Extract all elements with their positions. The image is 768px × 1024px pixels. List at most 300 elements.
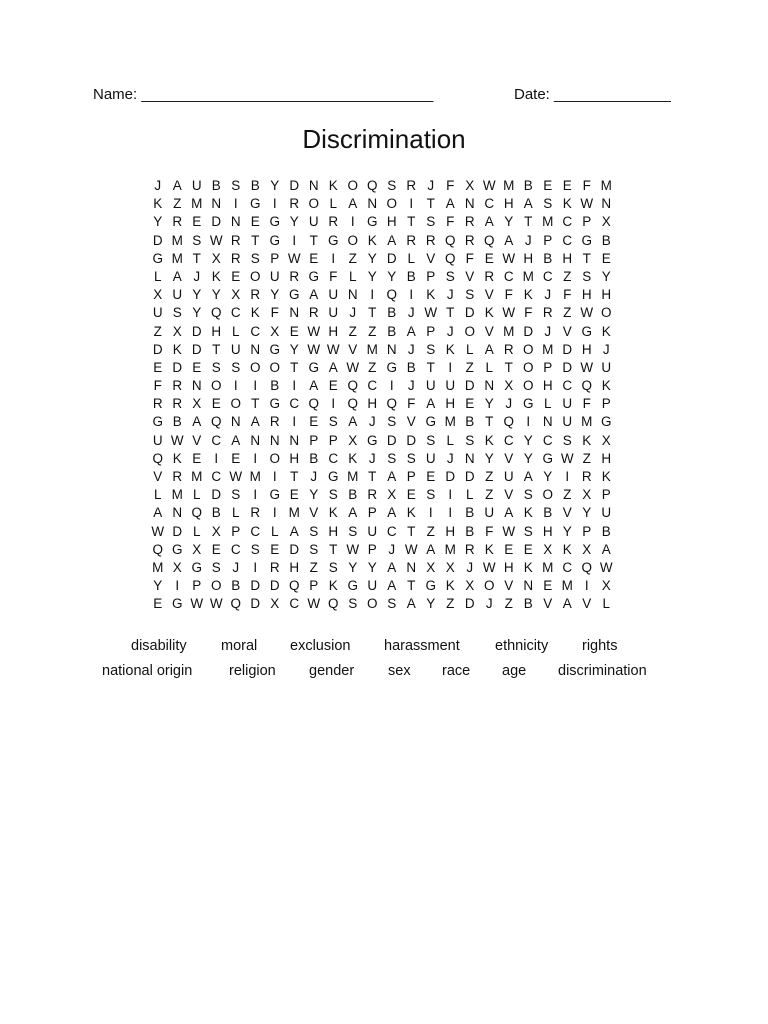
grid-letter: I (448, 359, 453, 375)
grid-letter: E (504, 541, 514, 557)
grid-letter: B (211, 178, 221, 193)
grid-letter: Y (192, 305, 202, 321)
grid-letter: D (211, 214, 222, 230)
grid-letter: J (544, 323, 552, 339)
grid-letter: Q (288, 578, 300, 594)
grid-letter: V (504, 487, 514, 503)
grid-letter: G (327, 232, 339, 248)
grid-letter: B (270, 378, 280, 394)
grid-letter: K (328, 505, 338, 521)
grid-letter: X (582, 541, 592, 557)
grid-row (148, 341, 616, 359)
grid-letter: N (211, 196, 222, 212)
grid-letter: D (152, 232, 163, 248)
grid-letter: C (250, 323, 261, 339)
grid-letter: G (171, 596, 183, 612)
grid-letter: U (230, 341, 241, 357)
grid-letter: G (425, 578, 436, 594)
grid-letter: L (465, 487, 474, 503)
grid-letter: C (562, 559, 573, 575)
grid-letter: I (292, 414, 297, 430)
grid-letter: W (190, 596, 204, 612)
grid-letter: L (270, 523, 279, 539)
grid-letter: H (542, 523, 553, 539)
grid-row (148, 541, 616, 559)
grid-letter: O (249, 268, 261, 284)
grid-letter: W (482, 178, 496, 193)
grid-letter: A (153, 505, 163, 521)
grid-letter: V (192, 432, 202, 448)
grid-letter: O (522, 359, 534, 375)
grid-letter: A (172, 178, 182, 193)
word-bank-item: exclusion (290, 638, 351, 654)
grid-letter: D (289, 178, 300, 193)
grid-letter: A (172, 268, 182, 284)
grid-letter: I (233, 196, 238, 212)
grid-letter: Q (308, 396, 319, 412)
grid-letter: A (348, 505, 358, 521)
grid-letter: A (523, 196, 533, 212)
grid-letter: I (253, 487, 258, 503)
grid-letter: S (582, 268, 592, 284)
grid-letter: K (328, 578, 338, 594)
grid-letter: R (503, 341, 514, 357)
grid-letter: E (231, 450, 241, 466)
grid-letter: U (191, 178, 202, 193)
grid-letter: S (387, 414, 397, 430)
word-bank-row-1 (0, 638, 768, 658)
grid-letter: G (269, 396, 280, 412)
grid-letter: W (229, 469, 243, 484)
grid-letter: Y (289, 214, 299, 230)
grid-letter: M (503, 323, 515, 339)
grid-letter: L (407, 250, 415, 266)
grid-letter: R (172, 378, 183, 394)
grid-letter: O (386, 196, 397, 212)
grid-letter: J (193, 268, 201, 284)
grid-letter: P (426, 323, 436, 339)
grid-letter: G (581, 323, 592, 339)
grid-letter: N (269, 432, 280, 448)
grid-letter: K (582, 432, 592, 448)
grid-letter: T (446, 305, 455, 321)
grid-letter: A (484, 341, 494, 357)
grid-letter: Y (270, 178, 280, 193)
grid-letter: B (465, 414, 475, 430)
grid-letter: K (484, 432, 494, 448)
grid-letter: E (211, 541, 221, 557)
grid-letter: D (250, 578, 261, 594)
grid-letter: R (464, 541, 475, 557)
grid-letter: T (309, 232, 318, 248)
grid-letter: I (233, 378, 238, 394)
grid-letter: A (387, 232, 397, 248)
grid-letter: X (192, 396, 202, 412)
page-title: Discrimination (302, 124, 466, 154)
grid-letter: L (231, 323, 240, 339)
grid-letter: H (523, 250, 534, 266)
grid-letter: D (406, 432, 417, 448)
grid-letter: O (464, 323, 475, 339)
grid-letter: K (328, 178, 338, 193)
grid-letter: E (192, 450, 202, 466)
grid-letter: W (151, 523, 165, 539)
grid-letter: P (270, 250, 280, 266)
grid-letter: H (581, 341, 592, 357)
grid-row (148, 559, 616, 577)
grid-letter: K (484, 305, 494, 321)
grid-letter: Z (465, 359, 474, 375)
grid-letter: B (387, 305, 397, 321)
grid-letter: T (290, 469, 299, 484)
grid-letter: H (601, 450, 612, 466)
grid-letter: G (269, 232, 280, 248)
grid-letter: D (562, 359, 573, 375)
grid-letter: C (250, 523, 261, 539)
grid-row (148, 504, 616, 522)
grid-letter: Q (191, 505, 202, 521)
grid-letter: M (522, 268, 534, 284)
grid-letter: H (503, 196, 514, 212)
grid-letter: Y (367, 559, 377, 575)
grid-letter: I (409, 196, 414, 212)
grid-letter: L (348, 268, 357, 284)
grid-letter: M (171, 232, 183, 248)
grid-letter: D (152, 341, 163, 357)
grid-letter: O (249, 359, 261, 375)
grid-letter: V (582, 596, 592, 612)
grid-letter: R (542, 305, 553, 321)
grid-letter: F (582, 396, 591, 412)
grid-letter: H (503, 559, 514, 575)
name-field-line: Name: ___________________________________ (93, 86, 434, 103)
grid-letter: C (484, 196, 495, 212)
grid-letter: J (154, 178, 162, 193)
grid-letter: O (308, 196, 319, 212)
grid-letter: K (523, 505, 533, 521)
grid-letter: H (367, 396, 378, 412)
grid-letter: Y (484, 396, 494, 412)
grid-letter: A (348, 414, 358, 430)
grid-letter: U (269, 268, 280, 284)
grid-row (148, 523, 616, 541)
grid-letter: G (522, 396, 534, 412)
grid-letter: K (562, 196, 572, 212)
grid-letter: M (600, 178, 612, 193)
grid-letter: E (309, 250, 319, 266)
grid-letter: G (581, 232, 592, 248)
grid-letter: K (153, 196, 163, 212)
grid-letter: R (269, 559, 280, 575)
grid-letter: A (406, 323, 416, 339)
grid-row (148, 177, 616, 195)
grid-letter: H (601, 287, 612, 303)
grid-letter: D (386, 432, 397, 448)
grid-letter: Q (152, 541, 163, 557)
grid-letter: V (153, 469, 163, 484)
grid-letter: A (504, 505, 514, 521)
grid-letter: I (272, 505, 277, 521)
grid-letter: Z (173, 196, 182, 212)
grid-letter: G (542, 450, 553, 466)
grid-letter: U (308, 214, 319, 230)
grid-letter: N (172, 505, 183, 521)
grid-letter: S (465, 432, 475, 448)
grid-letter: A (231, 432, 241, 448)
grid-letter: X (426, 559, 436, 575)
grid-letter: S (387, 450, 397, 466)
grid-letter: Q (366, 178, 378, 193)
grid-letter: D (289, 541, 300, 557)
grid-letter: Z (563, 487, 572, 503)
grid-letter: F (153, 378, 162, 394)
grid-letter: B (601, 232, 611, 248)
grid-letter: B (406, 268, 416, 284)
grid-letter: Z (426, 523, 435, 539)
grid-letter: V (406, 414, 416, 430)
grid-letter: U (425, 378, 436, 394)
grid-letter: Y (543, 469, 553, 484)
grid-letter: M (444, 541, 456, 557)
grid-letter: U (152, 432, 163, 448)
grid-letter: J (446, 287, 454, 303)
grid-letter: A (289, 523, 299, 539)
grid-letter: N (250, 341, 261, 357)
grid-letter: E (309, 414, 319, 430)
grid-letter: W (599, 559, 613, 575)
grid-letter: G (600, 414, 612, 430)
grid-letter: Q (386, 287, 397, 303)
grid-letter: I (253, 450, 258, 466)
grid-letter: P (426, 268, 436, 284)
grid-letter: U (484, 505, 495, 521)
grid-letter: T (251, 232, 260, 248)
grid-letter: C (503, 432, 514, 448)
grid-letter: Y (348, 559, 358, 575)
grid-letter: M (561, 578, 573, 594)
word-bank-item: disability (131, 638, 187, 654)
grid-letter: A (348, 196, 358, 212)
grid-letter: I (331, 250, 336, 266)
grid-letter: W (209, 232, 223, 248)
grid-letter: J (368, 414, 376, 430)
grid-letter: M (152, 559, 164, 575)
grid-letter: R (406, 178, 417, 193)
grid-letter: Q (347, 378, 358, 394)
grid-letter: I (389, 378, 394, 394)
grid-letter: K (348, 450, 358, 466)
grid-letter: A (387, 505, 397, 521)
grid-letter: O (269, 450, 280, 466)
grid-letter: P (231, 523, 241, 539)
grid-letter: O (522, 378, 534, 394)
grid-letter: Z (563, 305, 572, 321)
grid-letter: S (445, 268, 455, 284)
grid-letter: T (329, 541, 338, 557)
grid-letter: D (191, 341, 202, 357)
grid-letter: Q (386, 396, 397, 412)
grid-letter: C (386, 523, 397, 539)
grid-letter: L (192, 487, 201, 503)
grid-letter: Z (309, 559, 318, 575)
grid-letter: I (331, 396, 336, 412)
grid-letter: Z (504, 596, 513, 612)
grid-letter: M (366, 341, 378, 357)
grid-letter: V (562, 505, 572, 521)
grid-letter: U (445, 378, 456, 394)
grid-letter: Y (367, 250, 377, 266)
grid-letter: R (250, 287, 261, 303)
grid-letter: G (152, 250, 163, 266)
grid-letter: K (523, 559, 533, 575)
grid-letter: P (543, 232, 553, 248)
grid-letter: W (502, 250, 516, 266)
grid-letter: Q (347, 396, 358, 412)
grid-letter: G (308, 268, 319, 284)
grid-letter: Y (601, 268, 611, 284)
grid-letter: C (328, 450, 339, 466)
grid-letter: O (210, 378, 222, 394)
word-bank-item: moral (221, 638, 258, 654)
grid-letter: M (503, 178, 515, 193)
grid-letter: G (347, 578, 358, 594)
grid-letter: B (348, 487, 358, 503)
grid-letter: K (426, 287, 436, 303)
grid-letter: M (347, 469, 359, 484)
grid-letter: E (426, 469, 436, 484)
grid-letter: F (563, 287, 572, 303)
grid-letter: N (464, 196, 475, 212)
grid-letter: B (231, 578, 241, 594)
grid-letter: R (464, 232, 475, 248)
grid-letter: S (192, 232, 202, 248)
grid-letter: R (328, 214, 339, 230)
grid-letter: H (445, 396, 456, 412)
grid-letter: H (289, 559, 300, 575)
grid-letter: A (445, 196, 455, 212)
grid-letter: O (483, 578, 495, 594)
grid-letter: J (407, 341, 415, 357)
grid-letter: P (192, 578, 202, 594)
grid-letter: B (211, 505, 221, 521)
grid-letter: H (386, 214, 397, 230)
grid-letter: F (446, 178, 455, 193)
grid-letter: U (601, 505, 612, 521)
grid-letter: J (310, 469, 318, 484)
grid-letter: X (465, 178, 475, 193)
grid-letter: S (387, 178, 397, 193)
grid-row (148, 450, 616, 468)
grid-letter: C (542, 432, 553, 448)
grid-letter: T (251, 396, 260, 412)
grid-letter: T (407, 578, 416, 594)
grid-letter: W (560, 450, 574, 466)
grid-letter: M (171, 250, 183, 266)
grid-letter: U (367, 523, 378, 539)
grid-letter: Q (483, 232, 495, 248)
grid-letter: X (192, 541, 202, 557)
grid-letter: W (580, 196, 594, 212)
grid-letter: A (484, 214, 494, 230)
grid-letter: I (272, 196, 277, 212)
grid-letter: V (426, 250, 436, 266)
grid-letter: R (152, 396, 163, 412)
grid-letter: I (370, 287, 375, 303)
grid-letter: S (328, 414, 338, 430)
grid-row (148, 304, 616, 322)
grid-letter: B (250, 178, 260, 193)
grid-letter: T (212, 341, 221, 357)
grid-letter: B (543, 505, 553, 521)
grid-row (148, 377, 616, 395)
grid-letter: P (406, 469, 416, 484)
grid-letter: R (230, 250, 241, 266)
grid-letter: E (543, 578, 553, 594)
grid-letter: D (464, 305, 475, 321)
grid-letter: C (211, 432, 222, 448)
grid-letter: H (289, 450, 300, 466)
grid-letter: G (288, 287, 300, 303)
grid-letter: Z (153, 323, 162, 339)
grid-letter: Y (562, 523, 572, 539)
grid-letter: U (425, 450, 436, 466)
grid-letter: W (170, 432, 184, 448)
grid-letter: B (523, 596, 533, 612)
grid-letter: F (329, 268, 338, 284)
grid-letter: O (600, 305, 612, 321)
grid-letter: J (505, 396, 513, 412)
grid-letter: P (582, 214, 592, 230)
grid-letter: C (289, 596, 300, 612)
grid-letter: K (172, 341, 182, 357)
grid-letter: S (231, 359, 241, 375)
word-search-grid (148, 177, 616, 614)
grid-letter: J (388, 541, 396, 557)
grid-letter: C (542, 268, 553, 284)
grid-letter: S (231, 178, 241, 193)
grid-letter: T (290, 359, 299, 375)
grid-letter: I (350, 214, 355, 230)
grid-row (148, 323, 616, 341)
grid-letter: J (349, 305, 357, 321)
grid-letter: V (484, 323, 494, 339)
grid-letter: K (445, 578, 455, 594)
grid-letter: Z (485, 487, 494, 503)
grid-letter: E (192, 359, 202, 375)
grid-letter: K (445, 341, 455, 357)
grid-letter: Z (563, 268, 572, 284)
grid-letter: B (309, 450, 319, 466)
grid-letter: W (307, 341, 321, 357)
grid-letter: Y (523, 432, 533, 448)
word-bank-item: discrimination (558, 663, 647, 679)
grid-letter: Y (426, 596, 436, 612)
grid-letter: K (601, 469, 611, 484)
grid-letter: S (426, 487, 436, 503)
grid-letter: H (328, 523, 339, 539)
grid-letter: I (175, 578, 180, 594)
grid-letter: O (522, 341, 534, 357)
grid-letter: I (253, 559, 258, 575)
grid-letter: U (328, 287, 339, 303)
grid-letter: U (562, 414, 573, 430)
grid-letter: Y (367, 268, 377, 284)
grid-letter: K (523, 287, 533, 303)
grid-letter: I (584, 578, 589, 594)
grid-letter: D (386, 250, 397, 266)
grid-letter: U (328, 305, 339, 321)
grid-letter: X (582, 487, 592, 503)
